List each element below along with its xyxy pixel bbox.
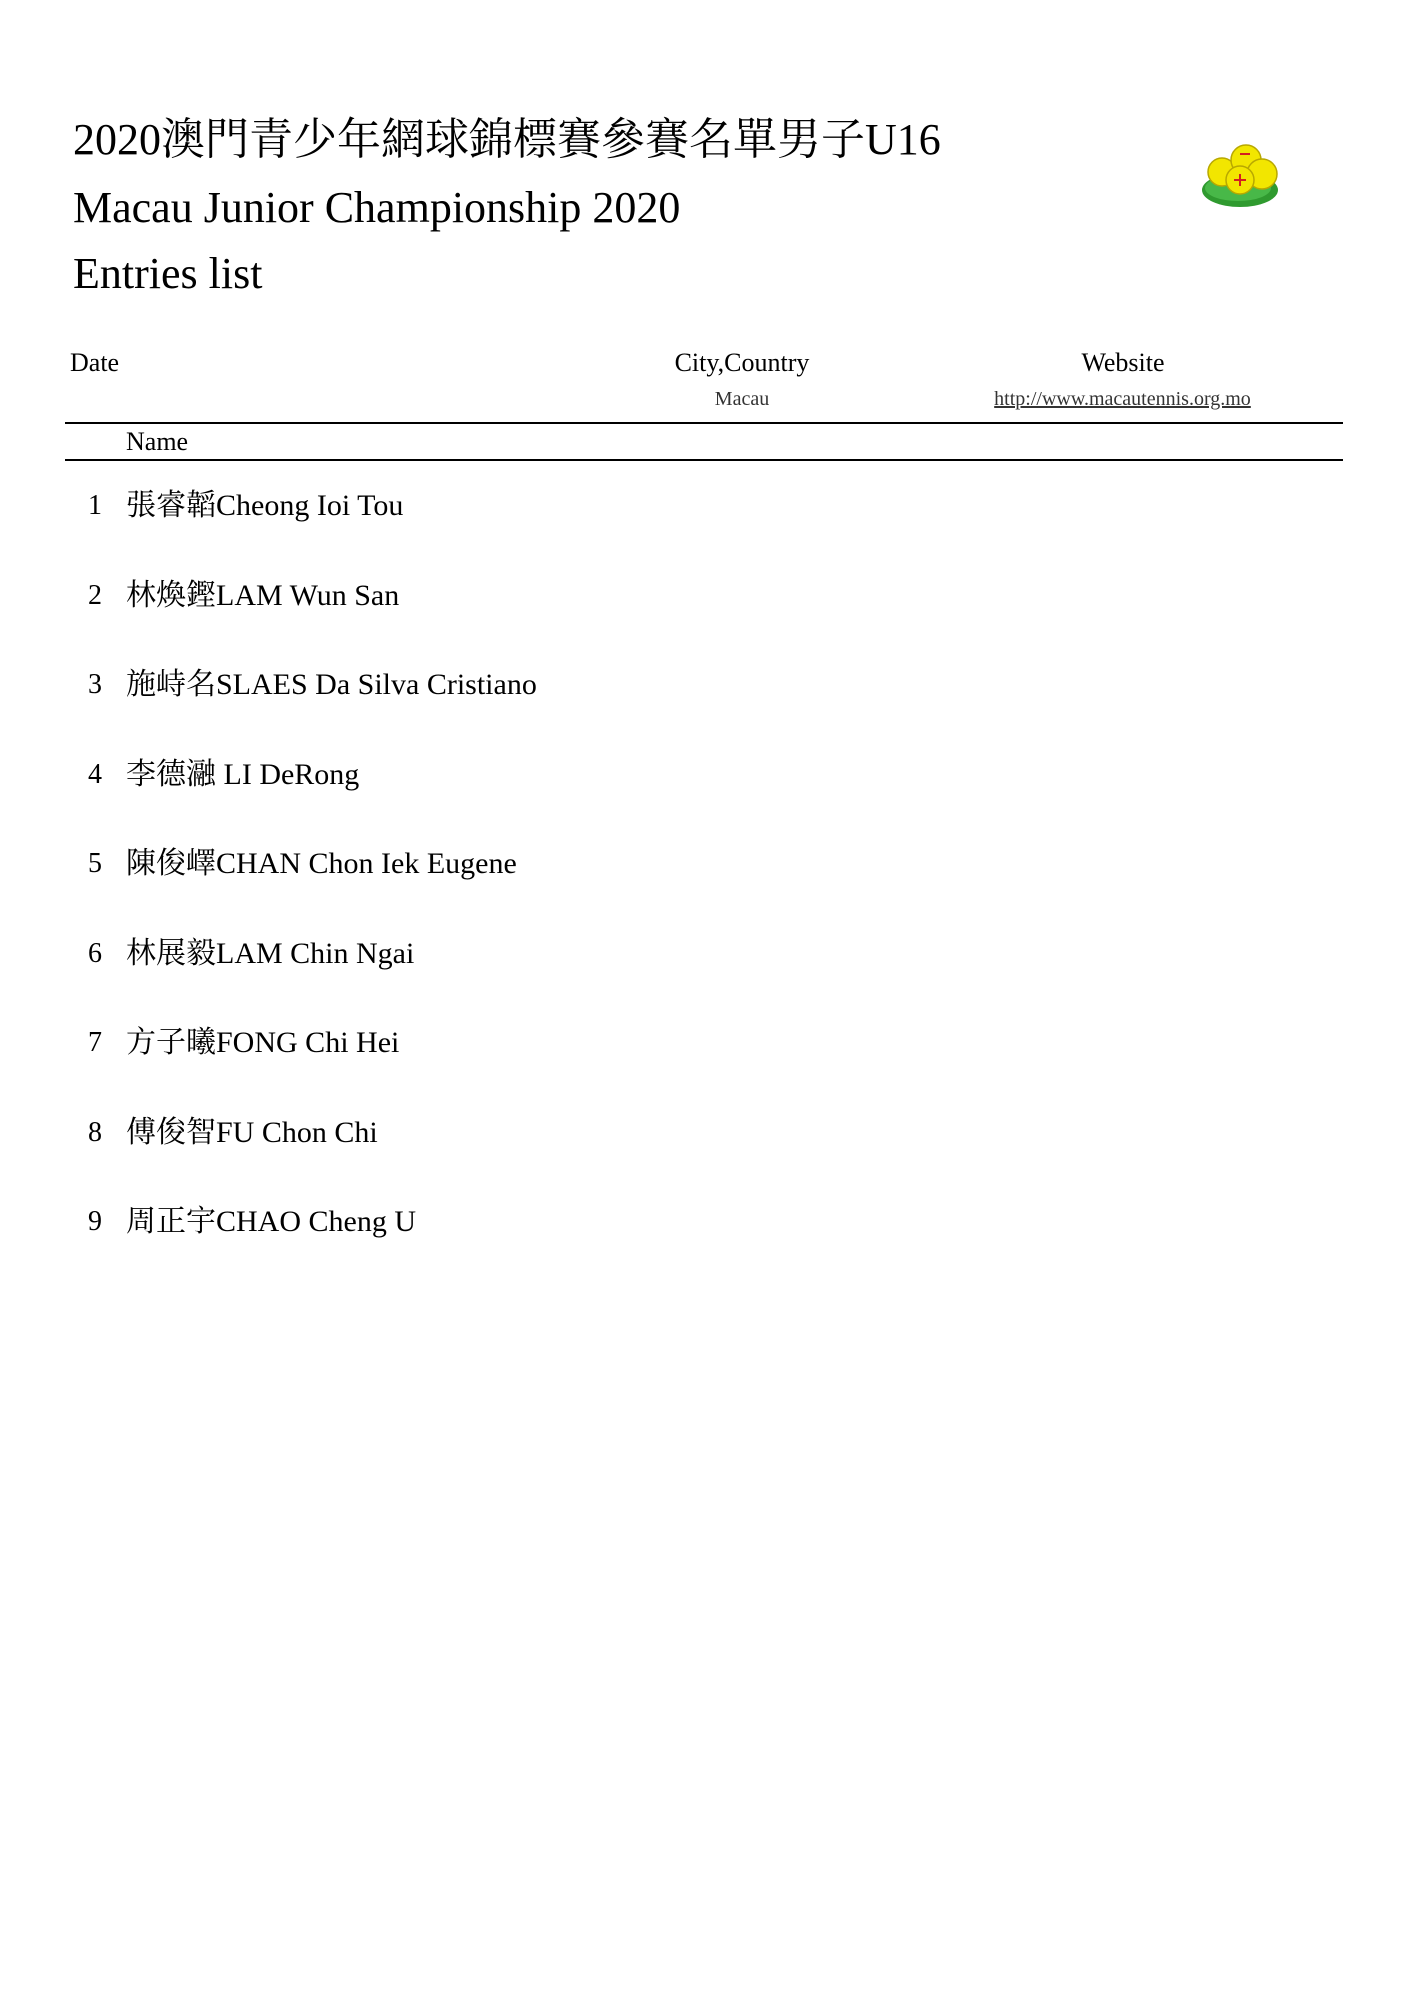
website-link[interactable]: http://www.macautennis.org.mo (994, 388, 1251, 410)
name-column-header: Name (126, 427, 189, 456)
city-value: Macau (714, 388, 770, 410)
entry-name: 施峙名SLAES Da Silva Cristiano (126, 668, 537, 701)
table-row (0, 482, 1411, 572)
date-column-header: Date (70, 348, 120, 377)
table-row (0, 751, 1411, 841)
table-row (0, 1019, 1411, 1109)
page-subtitle: Entries list (73, 249, 263, 298)
entry-name: 李德瀜 LI DeRong (126, 757, 360, 791)
table-row (0, 1109, 1411, 1199)
entry-number: 6 (88, 937, 102, 969)
entry-number: 4 (88, 758, 102, 790)
table-row (0, 1198, 1411, 1288)
entry-number: 7 (88, 1027, 102, 1058)
table-row (0, 840, 1411, 930)
entry-number: 5 (88, 848, 102, 879)
table-row (0, 930, 1411, 1020)
entry-name: 林展毅LAM Chin Ngai (126, 936, 415, 970)
tennis-balls-logo-icon (1200, 140, 1286, 212)
entry-number: 9 (88, 1206, 102, 1237)
entry-name: 傅俊智FU Chon Chi (126, 1115, 378, 1149)
entry-name: 張睿韜Cheong Ioi Tou (126, 489, 404, 522)
entry-name: 林煥鏗LAM Wun San (126, 578, 400, 612)
table-header-rule (65, 459, 1343, 461)
entry-number: 3 (88, 669, 102, 700)
entry-name: 方子曦FONG Chi Hei (126, 1026, 400, 1059)
entry-number: 8 (88, 1116, 102, 1148)
entries-list (0, 482, 1411, 1288)
table-row (0, 572, 1411, 662)
website-column-header: Website (1081, 348, 1165, 377)
entry-name: 陳俊嶧CHAN Chon Iek Eugene (126, 847, 517, 880)
table-row (0, 661, 1411, 751)
entry-name: 周正宇CHAO Cheng U (126, 1205, 416, 1238)
table-top-rule (65, 422, 1343, 424)
page-title-english: Macau Junior Championship 2020 (73, 183, 681, 232)
entry-number: 2 (88, 579, 102, 611)
page-title-chinese: 2020澳門青少年網球錦標賽參賽名單男子U16 (73, 115, 941, 164)
entry-number: 1 (88, 490, 102, 521)
city-country-column-header: City,Country (674, 348, 810, 377)
